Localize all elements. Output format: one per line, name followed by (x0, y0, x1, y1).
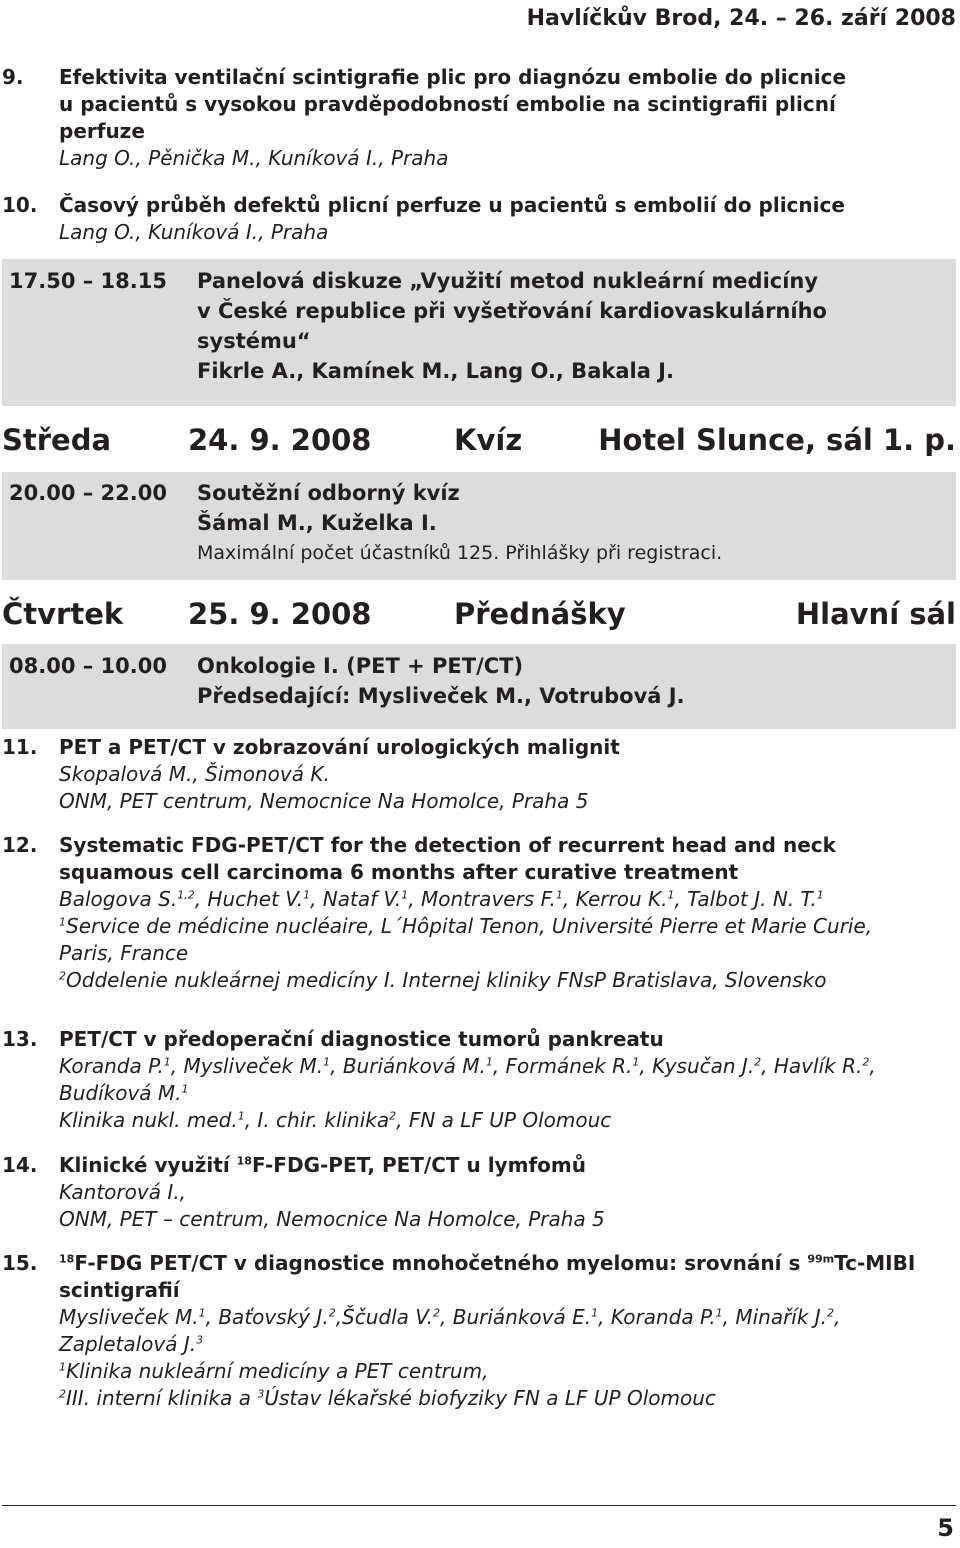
session-title: Soutěžní odborný kvíz (197, 481, 460, 505)
day-venue: Hlavní sál (795, 597, 956, 631)
day-date: 25. 9. 2008 (188, 597, 372, 631)
item-number: 12. (2, 833, 38, 857)
item-affiliation: $^1$Klinika nukleární medicíny a PET centrum, (59, 1359, 489, 1383)
lecture-item-12 (2, 832, 956, 994)
lecture-item-9 (2, 64, 956, 172)
day-heading-wednesday (2, 420, 956, 460)
page-header: Havlíčkův Brod, 24. – 26. září 2008 (526, 6, 956, 31)
lecture-item-15 (2, 1250, 956, 1412)
item-title: perfuze (59, 119, 145, 143)
item-authors: Lang O., Kuníková I., Praha (59, 220, 329, 244)
quiz-block (2, 472, 956, 580)
item-authors: Lang O., Pěnička M., Kuníková I., Praha (59, 146, 449, 170)
item-title: scintigrafií (59, 1278, 180, 1302)
session-title: v České republice při vyšetřování kardiovaskulárního (197, 299, 827, 323)
item-affiliation: Paris, France (59, 941, 189, 965)
day-heading-thursday (2, 594, 956, 634)
item-affiliation: $^2$III. interní klinika a $^3$Ústav lékařské biofyziky FN a LF UP Olomouc (59, 1386, 716, 1410)
item-title: Systematic FDG-PET/CT for the detection of recurrent head and neck (59, 833, 836, 857)
item-number: 10. (2, 193, 38, 217)
lecture-item-13 (2, 1026, 956, 1134)
session-speakers: Šámal M., Kuželka I. (197, 511, 437, 535)
session-time: 08.00 – 10.00 (9, 654, 167, 678)
session-chairs: Předsedající: Mysliveček M., Votrubová J. (197, 684, 685, 708)
page-number: 5 (937, 1514, 954, 1542)
item-affiliation: Klinika nukl. med.$^1$, I. chir. klinika$^2$, FN a LF UP Olomouc (59, 1108, 612, 1132)
item-affiliation: $^2$Oddelenie nukleárnej medicíny I. Internej kliniky FNsP Bratislava, Slovensko (59, 968, 827, 992)
item-title: Efektivita ventilační scintigrafie plic pro diagnózu embolie do plicnice (59, 65, 847, 89)
item-authors: Balogova S.$^{1,2}$, Huchet V.$^1$, Nataf V.$^1$, Montravers F.$^1$, Kerrou K.$^1$, Talbot J. N. T.$^1$ (59, 887, 824, 911)
item-affiliation: $^1$Service de médicine nucléaire, L´Hôpital Tenon, Université Pierre et Marie Curie, (59, 914, 873, 938)
item-title: Klinické využití $^{18}$F-FDG-PET, PET/CT u lymfomů (59, 1153, 586, 1177)
day-venue: Hotel Slunce, sál 1. p. (598, 423, 956, 457)
item-authors: Skopalová M., Šimonová K. (59, 762, 330, 786)
item-title: $^{18}$F-FDG PET/CT v diagnostice mnohočetného myelomu: srovnání s $^{99m}$Tc-MIBI (59, 1251, 916, 1275)
panel-discussion-block (2, 259, 956, 406)
item-number: 9. (2, 65, 24, 89)
item-authors: Budíková M.$^1$ (59, 1081, 189, 1105)
day-name: Čtvrtek (2, 597, 124, 631)
day-event: Přednášky (454, 597, 626, 631)
lecture-item-11 (2, 734, 956, 815)
item-authors: Zapletalová J.$^3$ (59, 1332, 204, 1356)
session-time: 20.00 – 22.00 (9, 481, 167, 505)
item-number: 11. (2, 735, 38, 759)
oncology-session-block (2, 644, 956, 729)
footer-rule (2, 1505, 956, 1506)
session-title: Onkologie I. (PET + PET/CT) (197, 654, 524, 678)
item-title: PET a PET/CT v zobrazování urologických malignit (59, 735, 620, 759)
item-authors: Kantorová I., (59, 1180, 186, 1204)
session-speakers: Fikrle A., Kamínek M., Lang O., Bakala J. (197, 359, 674, 383)
item-number: 15. (2, 1251, 38, 1275)
item-title: Časový průběh defektů plicní perfuze u pacientů s embolií do plicnice (59, 193, 845, 217)
day-name: Středa (2, 423, 112, 457)
item-authors: Koranda P.$^1$, Mysliveček M.$^1$, Buriánková M.$^1$, Formánek R.$^1$, Kysučan J.$^2$, Havlík R.$^2$, (59, 1054, 876, 1078)
item-number: 14. (2, 1153, 38, 1177)
item-affiliation: ONM, PET – centrum, Nemocnice Na Homolce, Praha 5 (59, 1207, 605, 1231)
lecture-item-14 (2, 1152, 956, 1233)
session-title: systému“ (197, 329, 311, 353)
item-title: PET/CT v předoperační diagnostice tumorů pankreatu (59, 1027, 664, 1051)
item-title: squamous cell carcinoma 6 months after curative treatment (59, 860, 739, 884)
session-title: Panelová diskuze „Využití metod nukleární medicíny (197, 269, 819, 293)
item-authors: Mysliveček M.$^1$, Baťovský J.$^2$,Ščudla V.$^2$, Buriánková E.$^1$, Koranda P.$^1$, Minařík J.$^2$, (59, 1305, 841, 1329)
day-date: 24. 9. 2008 (188, 423, 372, 457)
lecture-item-10 (2, 192, 956, 246)
item-affiliation: ONM, PET centrum, Nemocnice Na Homolce, Praha 5 (59, 789, 589, 813)
item-title: u pacientů s vysokou pravděpodobností embolie na scintigrafii plicní (59, 92, 836, 116)
session-note: Maximální počet účastníků 125. Přihlášky při registraci. (197, 542, 723, 564)
day-event: Kvíz (454, 423, 523, 457)
session-time: 17.50 – 18.15 (9, 269, 167, 293)
item-number: 13. (2, 1027, 38, 1051)
